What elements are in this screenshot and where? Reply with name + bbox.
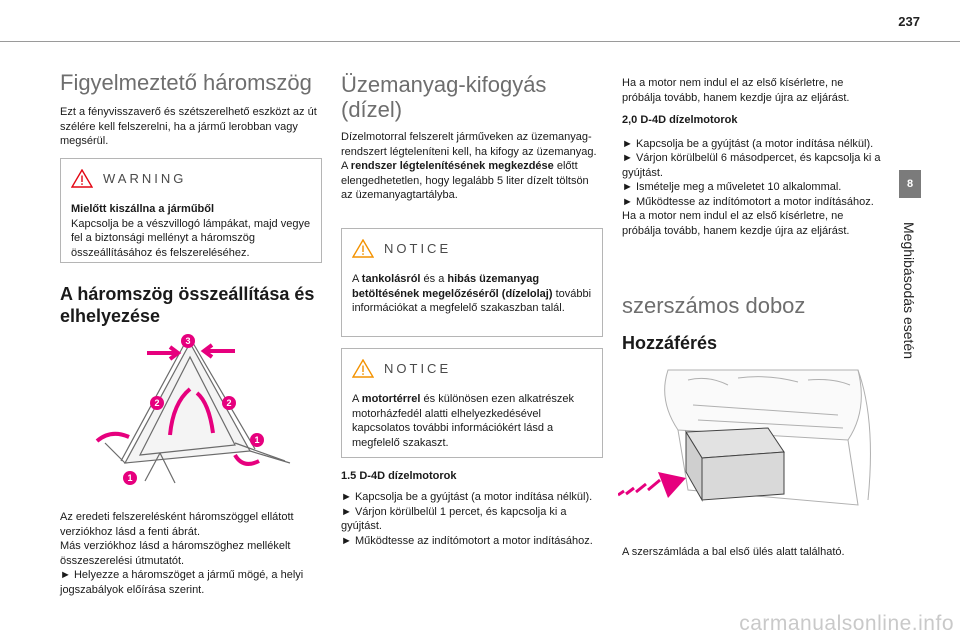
chapter-number-tab[interactable]: 8 xyxy=(899,170,921,198)
step-label: 3 xyxy=(185,336,191,346)
page-number: 237 xyxy=(898,14,920,29)
notice-box-engine-bay xyxy=(341,348,603,458)
warning-heading: Mielőtt kiszállna a járműből xyxy=(71,203,215,215)
notice-engine-text: A motortérrel és különösen ezen alkatrészek motorházfedél alatti elhelyezkedésével kapcsolatos további információkért lásd a megfelelő szakaszt. xyxy=(352,393,574,449)
engines-2-0-title: 2,0 D-4D dízelmotorok xyxy=(622,114,738,126)
triangle-instructions: Az eredeti felszerelésként háromszöggel ellátott verziókhoz lásd a fenti ábrát. Más verziókhoz lásd a háromszöghez mellékelt összeszerelési útmutatót. ► Helyezze a háromszöget a jármű mögé, a helyi jogszabályok előírása szerint. xyxy=(60,511,304,596)
access-title: Hozzáférés xyxy=(622,333,718,353)
engines-1-5-steps: ► Kapcsolja be a gyújtást (a motor indítása nélkül). ► Várjon körülbelül 1 percet, és kapcsolja ki a gyújtást. ► Működtesse az indítómotort a motor indításához. xyxy=(341,491,593,547)
pointer-arrow-icon xyxy=(618,472,686,498)
section-title-toolbox: szerszámos doboz xyxy=(622,293,806,318)
chapter-title-vertical xyxy=(898,222,920,382)
step-label: 1 xyxy=(127,473,133,483)
column-right xyxy=(622,76,884,238)
warning-box xyxy=(60,158,322,263)
rotate-arrow-icon xyxy=(235,455,259,464)
notice-label: NOTICE xyxy=(384,241,452,256)
notice-box-refuel xyxy=(341,228,603,337)
retry-note: Ha a motor nem indul el az első kísérletre, ne próbálja tovább, hanem kezdje újra az eljárást. xyxy=(622,77,850,104)
column-left xyxy=(60,70,322,149)
rotate-arrow-icon xyxy=(97,434,129,441)
arrow-right-icon xyxy=(147,347,178,359)
step-label: 2 xyxy=(226,398,232,408)
warning-label: WARNING xyxy=(103,171,187,186)
warning-text: Kapcsolja be a vészvillogó lámpákat, majd vegye fel a biztonsági mellényt a háromszög összeállításához és felszereléséhez. xyxy=(71,217,311,259)
engines-1-5-title: 1.5 D-4D dízelmotorok xyxy=(341,470,457,482)
section-title-assembly: A háromszög összeállítása és elhelyezése xyxy=(60,284,315,326)
arrow-left-icon xyxy=(204,345,235,357)
watermark: carmanualsonline.info xyxy=(739,612,954,635)
column-middle xyxy=(341,72,603,203)
header-rule xyxy=(0,41,960,42)
fuel-intro-2: A rendszer légtelenítésének megkezdése előtt elengedhetetlen, hogy legalább 5 liter dízelt töltsön az üzemanyagtartályba. xyxy=(341,160,589,201)
triangle-assembly-diagram xyxy=(85,333,300,493)
fuel-intro: Dízelmotorral felszerelt járműveken az üzemanyag-rendszert légteleníteni kell, ha kifogy az üzemanyag. xyxy=(341,131,597,158)
notice-triangle-icon xyxy=(352,359,374,378)
section-title-triangle: Figyelmeztető háromszög xyxy=(60,70,312,95)
step-label: 2 xyxy=(154,398,160,408)
notice-refuel-text: A tankolásról és a hibás üzemanyag betöltésének megelőzéséről (dízelolaj) további információkat a megfelelő szakaszban talál. xyxy=(352,273,592,314)
engines-2-0-steps: ► Kapcsolja be a gyújtást (a motor indítása nélkül). ► Várjon körülbelül 6 másodpercet, és kapcsolja ki a gyújtást. ► Ismételje meg a műveletet 10 alkalommal. ► Működtesse az indítómotort a motor indításához. Ha a motor nem indul el az első kísérletre, ne próbálja tovább, hanem kezdje újra az eljárást. xyxy=(622,137,881,237)
warning-triangle-icon xyxy=(71,169,93,188)
triangle-intro: Ezt a fényvisszaverő és szétszerelhető eszközt az út szélére kell felszerelni, ha a jármű lerobban vagy megsérül. xyxy=(60,106,317,147)
notice-triangle-icon xyxy=(352,239,374,258)
step-label: 1 xyxy=(254,435,260,445)
chapter-title: Meghibásodás esetén xyxy=(901,222,917,359)
section-title-fuel: Üzemanyag-kifogyás (dízel) xyxy=(341,72,547,122)
toolbox-box xyxy=(686,428,784,500)
toolbox-caption: A szerszámláda a bal első ülés alatt található. xyxy=(622,546,845,558)
notice-label: NOTICE xyxy=(384,361,452,376)
toolbox-under-seat-diagram xyxy=(618,360,880,520)
